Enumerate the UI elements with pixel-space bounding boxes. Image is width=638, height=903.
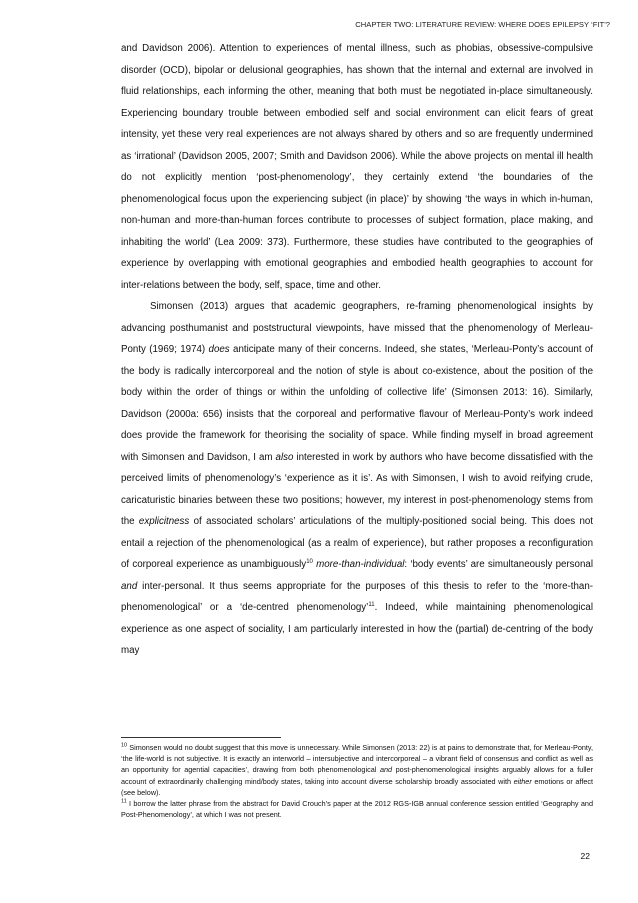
paragraph-2-text-c: interested in work by authors who have become dissatisfied with the perceived limits of phenomenology’s ‘experience as it is’. As with Simonsen, I wish to avoid reifying crude, caricaturistic binaries between these two positions; however, my interest in post-phenomenology stems from the [121,451,593,527]
paragraph-1-text: and Davidson 2006). Attention to experiences of mental illness, such as phobias, obsessive-compulsive disorder (OCD), bipolar or delusional geographies, has shown that the internal and external are involved in fluid relationships, each informing the other, meaning that both must be negotiated in-place simultaneously. Experiencing boundary trouble between embodied self and social environment can elicit fears of great intensity, yet these very real experiences are not always shared by others and so are frequently undermined as ‘irrational’ (Davidson 2005, 2007; Smith and Davidson 2006). While the above projects on mental ill health do not explicitly mention ‘post-phenomenology’, they certainly extend ‘the boundaries of the phenomenological focus upon the experiencing subject (in place)’ by showing ‘the ways in which in-human, non-human and more-than-human forces contribute to processes of subject formation, place making, and inhabiting the world’ (Lea 2009: 373). Furthermore, these studies have contributed to the geographies of experience by overlapping with emotional geographies and embodied health geographies to account for inter-relations between the body, self, space, time and other. [121,43,593,291]
footnotes [121,742,593,820]
paragraph-2-text-b: anticipate many of their concerns. Indeed, she states, ‘Merleau-Ponty’s account of the body is radically intercorporeal and the notion of style is about co-existence, about the position of the body within the order of things or within the unfolding of collective life’ (Simonsen 2013: 16). Similarly, Davidson (2000a: 656) insists that the corporeal and performative flavour of Merleau-Ponty’s work indeed does provide the framework for theorising the sociality of space. While finding myself in broad agreement with Simonsen and Davidson, I am [121,344,593,463]
footnote-separator [121,737,281,738]
page-number: 22 [580,851,590,861]
footnote-10-text-c: emotions or affect (see below). [121,776,594,797]
paragraph-2-text-e: : ‘body events’ are simultaneously personal [404,559,593,570]
footnote-11-text: I borrow the latter phrase from the abstract for David Crouch’s paper at the 2012 RGS-IGB annual conference session entitled ‘Geography and Post-Phenomenology’, at which I was not present. [121,799,593,820]
emphasis-does: does [208,344,230,355]
paragraph-2-text-f: inter-personal. It thus seems appropriate for the purposes of this thesis to refer to the ‘more-than-phenomenological’ or a ‘de-centred phenomenology’ [121,580,593,613]
footnote-10-text-b: post-phenomenological insights arguably allows for a fuller account of extraordinarily challenging mind/body states, taking into account diverse scholarship broadly associated with [121,765,593,786]
paragraph-2-text-a: Simonsen (2013) argues that academic geographers, re-framing phenomenological insights by advancing posthumanist and poststructural viewpoints, have missed that the phenomenology of Merleau-Ponty (1969; 1974) [121,301,593,355]
footnote-11 [121,798,593,820]
emphasis-also: also [275,451,294,463]
footnote-10-text-a: Simonsen would no doubt suggest that this move is unnecessary. While Simonsen (2013: 22) is at pains to demonstrate that, for Merleau-Ponty, ‘the life-world is not subjective. It is exactly an interworld – intersubjective and intercorporeal – a vibrant field of consensus and conflict as well as an opportunity for agential capacities’, drawing from both phenomenological [121,743,593,775]
paragraph-2-text-d: of associated scholars’ articulations of the multiply-positioned social being. This does not entail a rejection of the phenomenological (as a realm of experience), but rather proposes a reconfiguration of corporeal experience as unambiguously [121,516,594,570]
paragraph-2 [121,296,593,662]
running-header: CHAPTER TWO: LITERATURE REVIEW: WHERE DOES EPILEPSY ‘FIT’? [355,20,610,29]
paragraph-2-text-g: . Indeed, while maintaining phenomenological experience as one aspect of sociality, I am particularly interested in how the (partial) de-centring of the body may [121,602,593,656]
footnote-10-emphasis-either: either [513,776,532,786]
paragraph-1 [121,38,593,296]
emphasis-and: and [121,580,138,592]
footnote-10 [121,742,593,798]
body-text [121,38,593,662]
footnote-10-emphasis-and: and [379,765,393,775]
footnote-ref-10[interactable]: 10 [306,558,313,565]
footnote-10-marker: 10 [121,742,128,749]
emphasis-more-than-individual: more-than-individual [312,559,405,570]
footnote-ref-11[interactable]: 11 [368,601,375,608]
emphasis-explicitness: explicitness [138,516,190,527]
footnote-11-marker: 11 [121,798,127,805]
